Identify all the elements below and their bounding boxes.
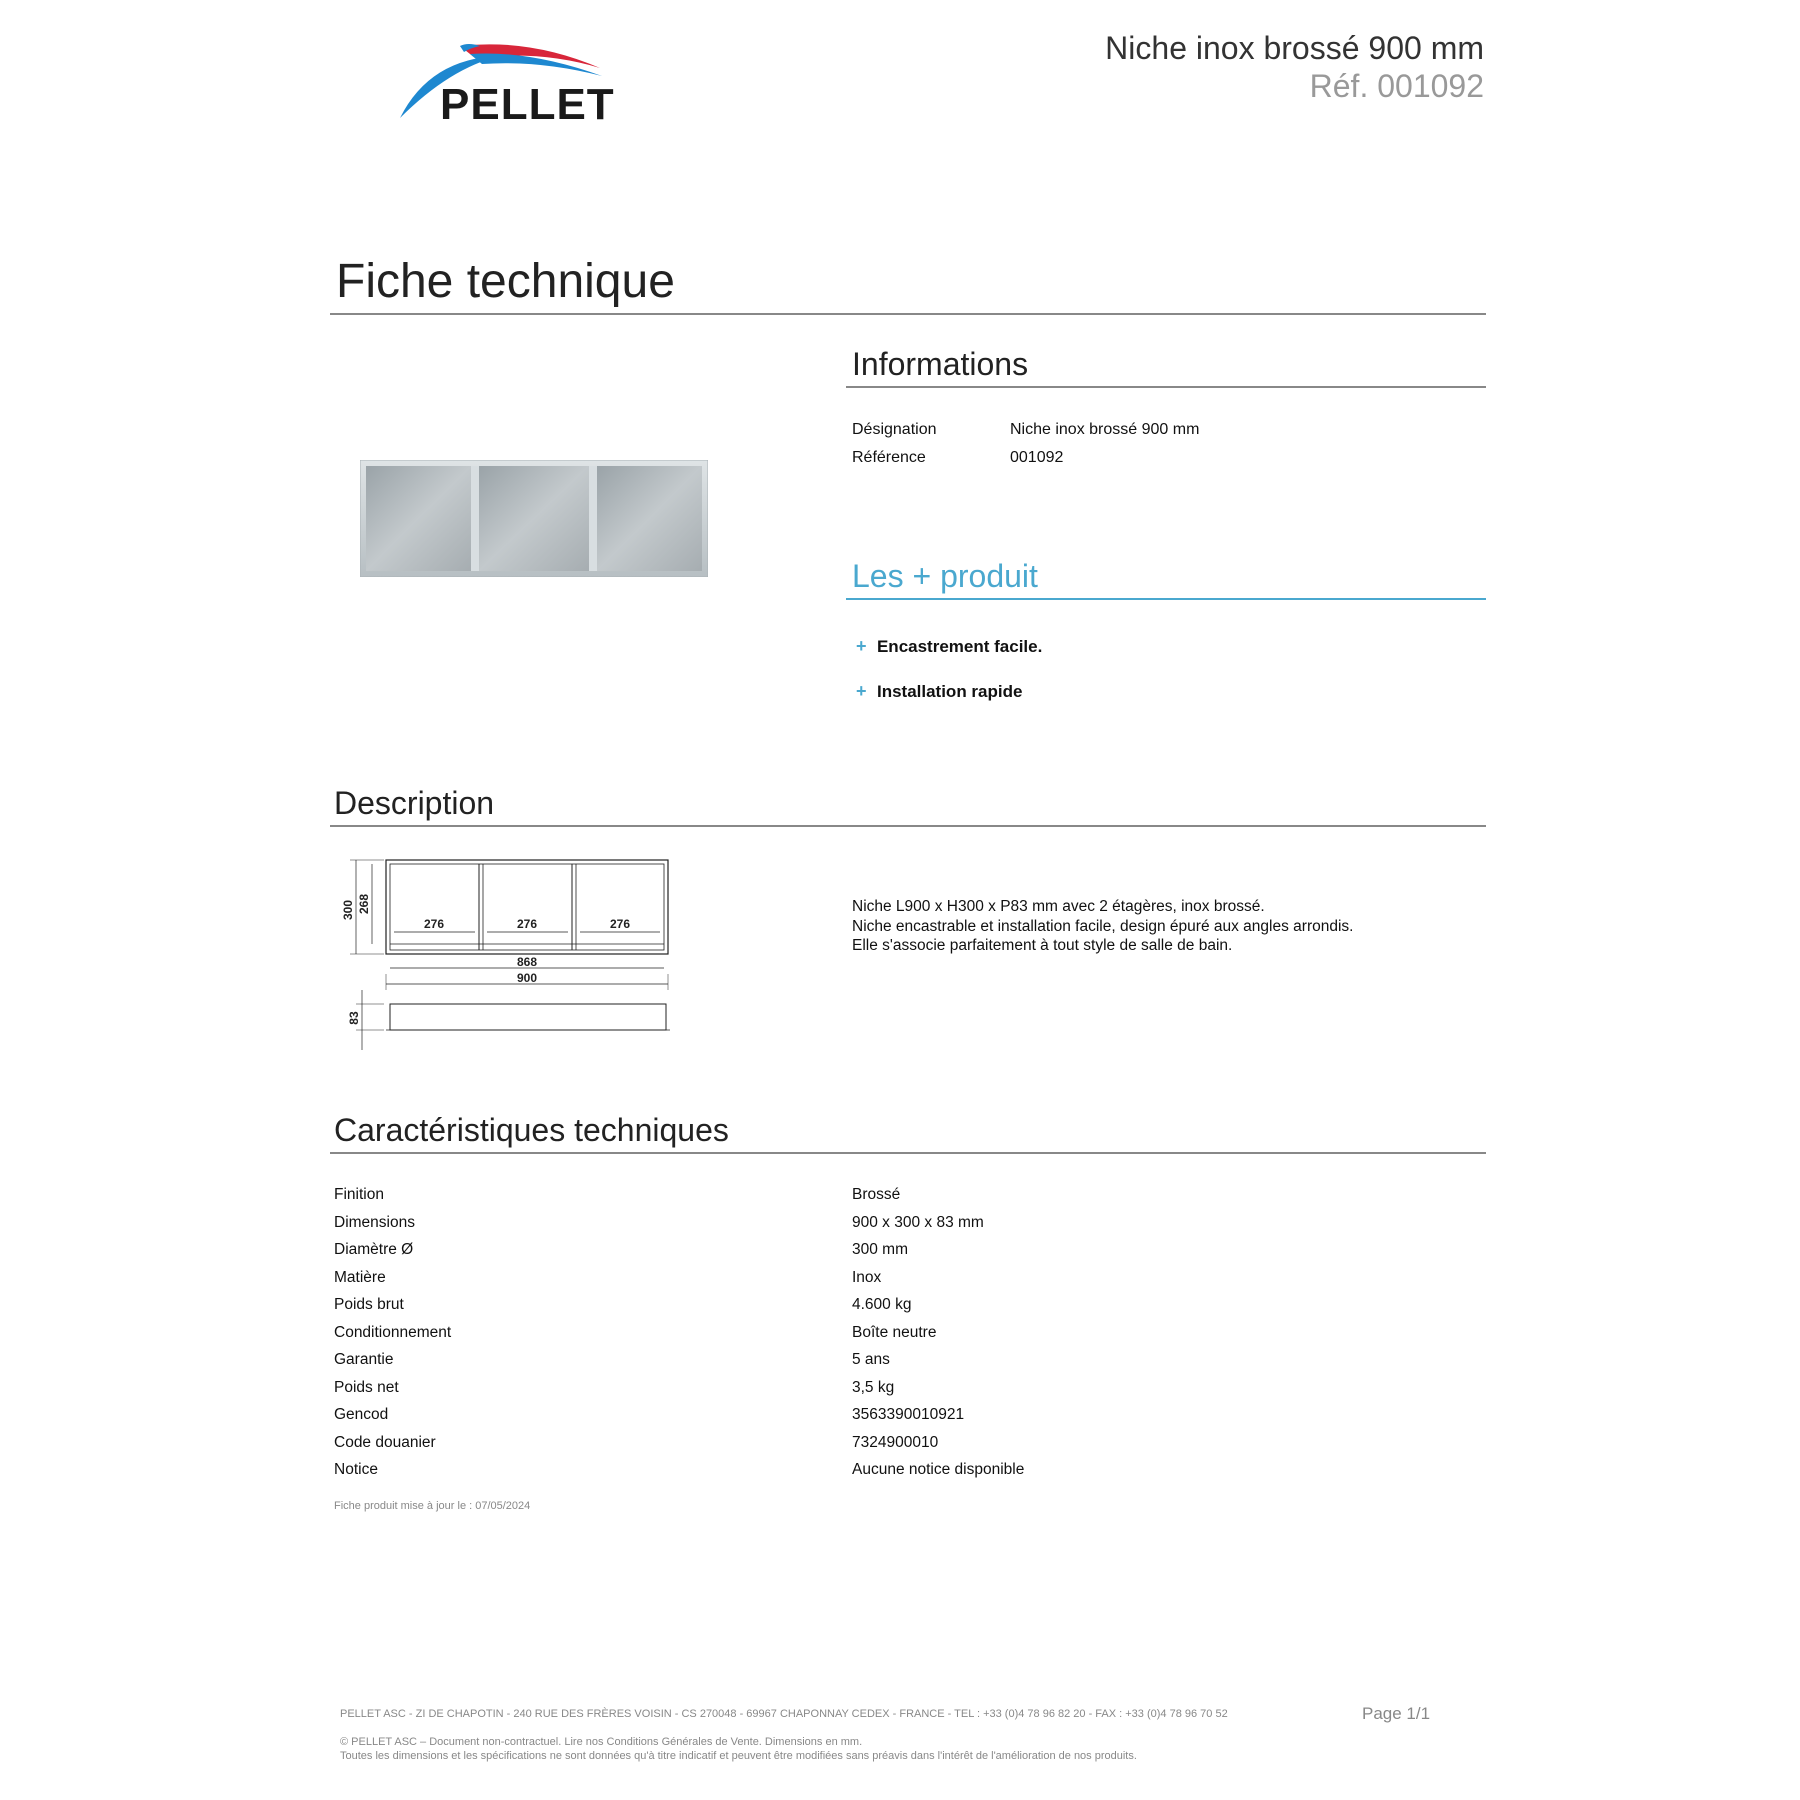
page-title: Fiche technique <box>336 255 675 308</box>
spec-label: Dimensions <box>334 1214 415 1231</box>
advantage-text: Installation rapide <box>876 682 1023 701</box>
spec-label: Poids net <box>334 1379 399 1396</box>
advantages-heading: Les + produit <box>852 558 1038 594</box>
spec-value: 900 x 300 x 83 mm <box>852 1214 984 1231</box>
specs-heading: Caractéristiques techniques <box>334 1112 729 1148</box>
info-value-reference: 001092 <box>1010 449 1064 466</box>
spec-label: Code douanier <box>334 1434 436 1451</box>
spec-label: Notice <box>334 1461 378 1478</box>
specs-divider <box>330 1152 1486 1154</box>
dim-compartment-3: 276 <box>609 917 631 931</box>
advantage-item <box>856 636 1042 657</box>
spec-value: Aucune notice disponible <box>852 1461 1025 1478</box>
informations-divider <box>846 386 1486 388</box>
spec-value: 4.600 kg <box>852 1296 912 1313</box>
dim-inner-height: 268 <box>357 893 371 915</box>
spec-value: Inox <box>852 1269 882 1286</box>
logo-text: PELLET <box>440 80 615 129</box>
title-divider <box>330 313 1486 315</box>
spec-label: Diamètre Ø <box>334 1241 414 1258</box>
pellet-logo <box>390 38 640 128</box>
spec-value: Brossé <box>852 1186 901 1203</box>
description-line: Niche L900 x H300 x P83 mm avec 2 étagères, inox brossé. <box>852 898 1265 915</box>
spec-label: Poids brut <box>334 1296 404 1313</box>
dim-depth: 83 <box>347 1011 361 1025</box>
dim-outer-height: 300 <box>341 899 355 921</box>
description-line: Niche encastrable et installation facile, design épuré aux angles arrondis. <box>852 917 1354 935</box>
technical-drawing <box>334 854 674 1054</box>
page-number: Page 1/1 <box>1362 1704 1431 1723</box>
spec-value: 7324900010 <box>852 1434 939 1451</box>
footer-copyright: © PELLET ASC – Document non-contractuel. Lire nos Conditions Générales de Vente. Dimensions en mm. <box>340 1736 863 1748</box>
spec-label: Conditionnement <box>334 1324 452 1341</box>
description-line: Elle s'associe parfaitement à tout style de salle de bain. <box>852 937 1233 954</box>
advantage-item <box>856 681 1022 702</box>
spec-value: 300 mm <box>852 1241 908 1258</box>
plus-icon: + <box>856 681 867 701</box>
dim-inner-width: 868 <box>516 955 538 969</box>
advantage-text: Encastrement facile. <box>876 637 1043 656</box>
description-heading: Description <box>334 785 495 821</box>
spec-label: Finition <box>334 1186 384 1203</box>
description-text <box>852 897 1353 956</box>
footer-address: PELLET ASC - ZI DE CHAPOTIN - 240 RUE DES FRÈRES VOISIN - CS 270048 - 69967 CHAPONNAY CEDEX - FRANCE - TEL : +33 (0)4 78 96 82 20 - FAX : +33 (0)4 78 96 70 52 <box>340 1708 1228 1720</box>
spec-label: Matière <box>334 1269 386 1286</box>
spec-value: Boîte neutre <box>852 1324 937 1341</box>
dim-compartment-2: 276 <box>516 917 538 931</box>
footer-disclaimer: Toutes les dimensions et les spécifications ne sont données qu'à titre indicatif et peuvent être modifiées sans préavis dans l'intérêt de l'amélioration de nos produits. <box>340 1750 1137 1762</box>
header-product-title: Niche inox brossé 900 mm <box>1105 30 1484 66</box>
spec-value: 5 ans <box>852 1351 890 1368</box>
updated-note: Fiche produit mise à jour le : 07/05/2024 <box>334 1500 531 1512</box>
spec-label: Garantie <box>334 1351 394 1368</box>
info-value-designation: Niche inox brossé 900 mm <box>1010 421 1200 438</box>
spec-value: 3,5 kg <box>852 1379 895 1396</box>
info-label-designation: Désignation <box>852 421 937 438</box>
product-photo <box>360 460 708 577</box>
advantages-divider <box>846 598 1486 600</box>
dim-compartment-1: 276 <box>423 917 445 931</box>
header-reference: Réf. 001092 <box>1309 68 1484 104</box>
dim-outer-width: 900 <box>516 971 538 985</box>
plus-icon: + <box>856 636 867 656</box>
spec-label: Gencod <box>334 1406 389 1423</box>
spec-value: 3563390010921 <box>852 1406 965 1423</box>
info-label-reference: Référence <box>852 449 926 466</box>
informations-heading: Informations <box>852 346 1029 382</box>
description-divider <box>330 825 1486 827</box>
